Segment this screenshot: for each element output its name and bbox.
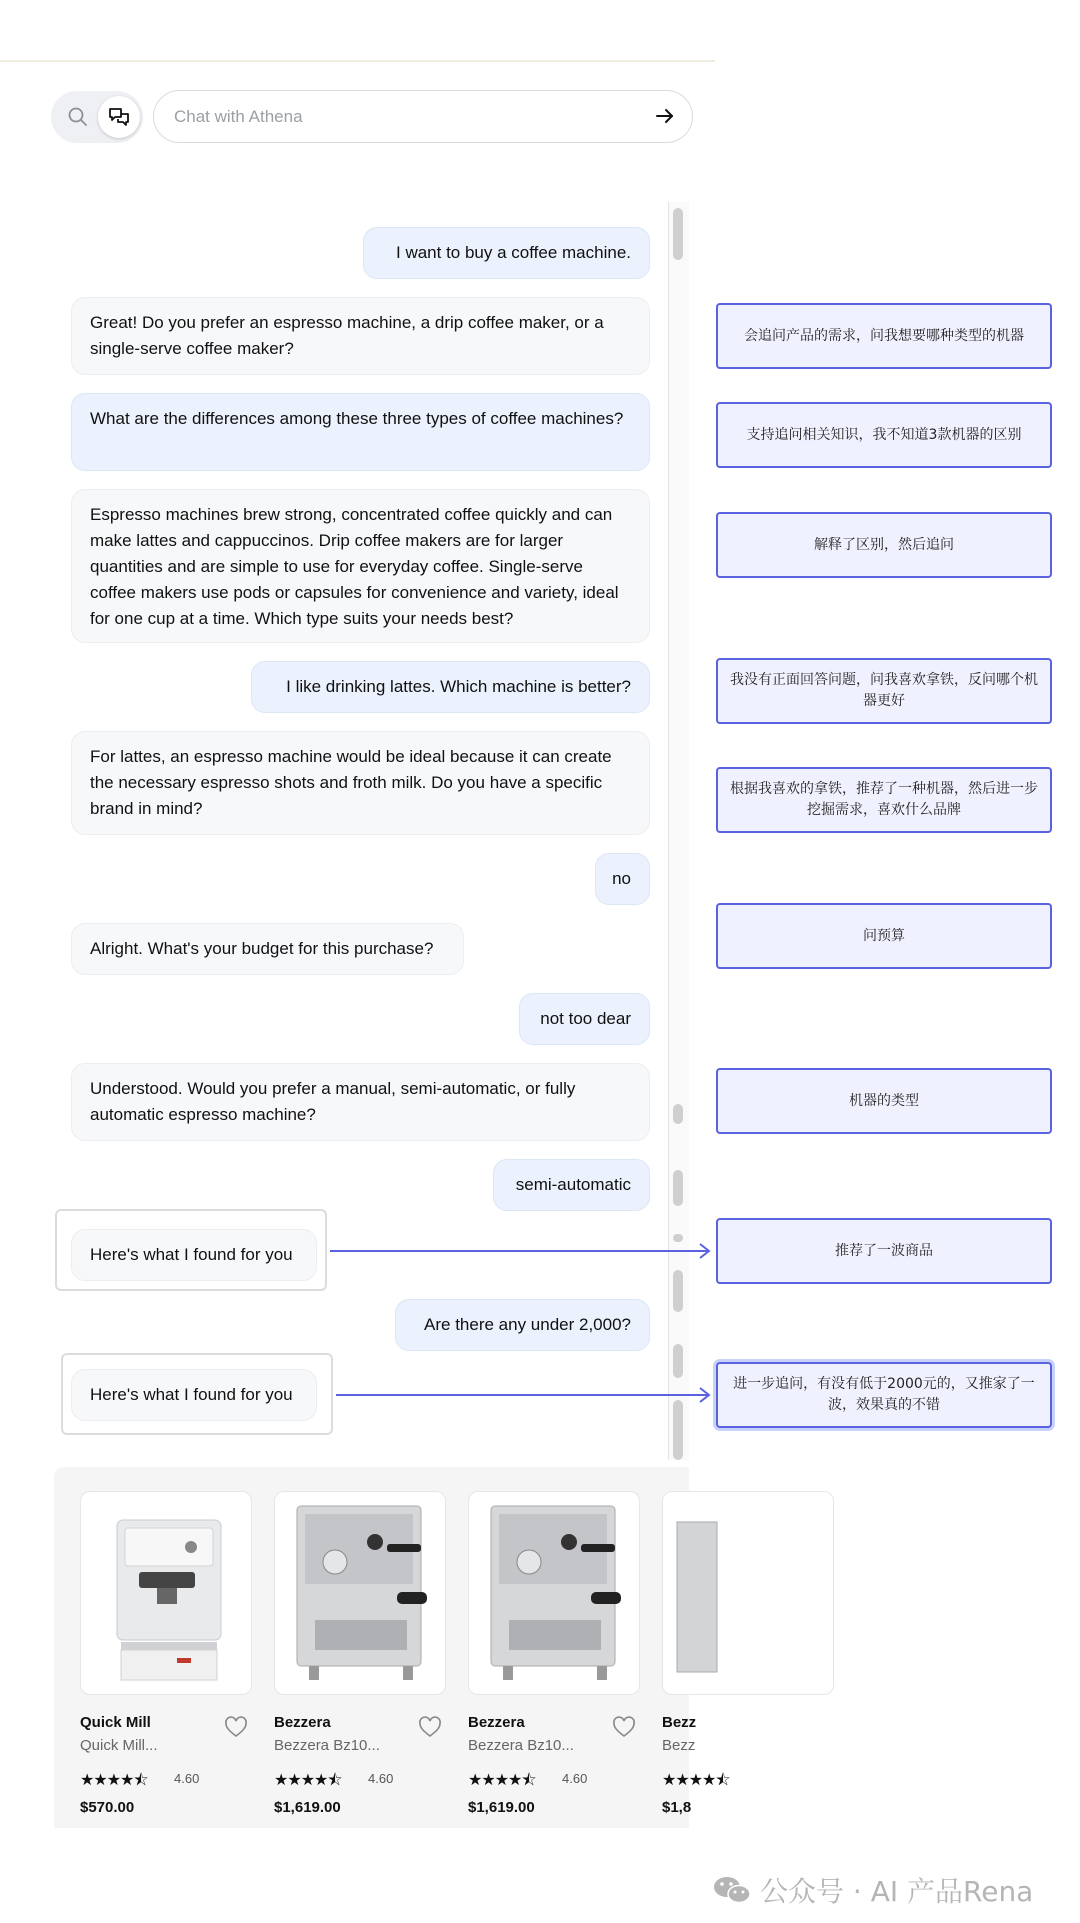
heart-icon[interactable] — [612, 1716, 636, 1738]
heart-icon[interactable] — [418, 1716, 442, 1738]
rating-value: 4.60 — [368, 1771, 394, 1786]
product-model: Bezzera Bz10... — [468, 1737, 574, 1754]
arrow-right-icon[interactable] — [652, 103, 678, 129]
assistant-message: Espresso machines brew strong, concentrated coffee quickly and can make lattes and cappuccinos. Drip coffee makers are for larger quantities and are simple to use for everyday coffee. Single-serve coffee makers use pods or capsules for convenience and variety, ideal for one cup at a time. Which type suits your needs best? — [71, 489, 650, 643]
product-image[interactable] — [80, 1491, 252, 1695]
user-message: I like drinking lattes. Which machine is better? — [251, 661, 650, 713]
annotation-note: 机器的类型 — [716, 1068, 1052, 1134]
annotation-note: 我没有正面回答问题，问我喜欢拿铁，反问哪个机器更好 — [716, 658, 1052, 724]
assistant-message: For lattes, an espresso machine would be ideal because it can create the necessary espresso shots and froth milk. Do you have a specific brand in mind? — [71, 731, 650, 835]
star-rating: ★★★★⯪ — [662, 1770, 730, 1789]
product-image[interactable] — [662, 1491, 834, 1695]
product-model: Bezzera Bz10... — [274, 1737, 380, 1754]
wechat-icon — [712, 1874, 752, 1906]
arrowhead-icon — [698, 1386, 712, 1404]
assistant-message: Here's what I found for you — [71, 1229, 317, 1281]
annotation-note: 会追问产品的需求，问我想要哪种类型的机器 — [716, 303, 1052, 369]
product-price: $1,619.00 — [274, 1799, 341, 1816]
product-image[interactable] — [468, 1491, 640, 1695]
product-price: $570.00 — [80, 1799, 135, 1816]
arrowhead-icon — [698, 1242, 712, 1260]
product-price: $1,619.00 — [468, 1799, 535, 1816]
watermark-text: 公众号 · AI 产品Rena — [760, 1875, 1034, 1908]
coffee-machine-icon — [469, 1492, 641, 1696]
user-message: What are the differences among these three types of coffee machines? — [71, 393, 650, 471]
search-icon[interactable] — [66, 105, 90, 129]
assistant-message: Understood. Would you prefer a manual, semi-automatic, or fully automatic espresso machine? — [71, 1063, 650, 1141]
star-rating: ★★★★⯪ — [468, 1770, 536, 1789]
coffee-machine-icon — [275, 1492, 447, 1696]
product-brand: Bezz — [662, 1714, 697, 1731]
heart-icon[interactable] — [224, 1716, 248, 1738]
scrollbar-segment — [673, 1104, 683, 1124]
watermark — [712, 1870, 1033, 1910]
user-message: I want to buy a coffee machine. — [363, 227, 650, 279]
product-model: Quick Mill... — [80, 1737, 158, 1754]
annotation-note: 进一步追问，有没有低于2000元的，又推家了一波，效果真的不错 — [716, 1362, 1052, 1428]
scrollbar-segment — [673, 1400, 683, 1460]
user-message: Are there any under 2,000? — [395, 1299, 650, 1351]
assistant-message: Alright. What's your budget for this purchase? — [71, 923, 464, 975]
top-divider — [0, 60, 715, 62]
assistant-message: Great! Do you prefer an espresso machine, a drip coffee maker, or a single-serve coffee maker? — [71, 297, 650, 375]
product-brand: Bezzera — [468, 1714, 525, 1731]
product-brand: Quick Mill — [80, 1714, 151, 1731]
chat-bubbles-icon — [107, 105, 131, 129]
product-price: $1,8 — [662, 1799, 692, 1816]
annotation-note: 根据我喜欢的拿铁，推荐了一种机器，然后进一步挖掘需求，喜欢什么品牌 — [716, 767, 1052, 833]
star-rating: ★★★★⯪ — [274, 1770, 342, 1789]
product-image[interactable] — [274, 1491, 446, 1695]
connector-arrow — [336, 1394, 708, 1396]
product-model: Bezz — [662, 1737, 696, 1754]
annotation-note: 推荐了一波商品 — [716, 1218, 1052, 1284]
scrollbar-segment — [673, 1344, 683, 1378]
coffee-machine-icon — [663, 1492, 835, 1696]
product-carousel[interactable] — [54, 1467, 730, 1828]
scrollbar-segment — [673, 1270, 683, 1312]
user-message: not too dear — [519, 993, 650, 1045]
rating-value: 4.60 — [562, 1771, 588, 1786]
annotation-note: 解释了区别，然后追问 — [716, 512, 1052, 578]
annotation-note: 问预算 — [716, 903, 1052, 969]
annotation-note: 支持追问相关知识，我不知道3款机器的区别 — [716, 402, 1052, 468]
assistant-message: Here's what I found for you — [71, 1369, 317, 1421]
scrollbar-thumb[interactable] — [673, 208, 683, 260]
chat-input[interactable]: Chat with Athena — [153, 90, 693, 143]
rating-value: 4.60 — [174, 1771, 200, 1786]
star-rating: ★★★★⯪ — [80, 1770, 148, 1789]
chat-mode-button[interactable] — [98, 96, 140, 138]
coffee-machine-icon — [81, 1492, 253, 1696]
product-brand: Bezzera — [274, 1714, 331, 1731]
connector-arrow — [330, 1250, 708, 1252]
user-message: semi-automatic — [493, 1159, 650, 1211]
scrollbar-segment — [673, 1234, 683, 1242]
scrollbar-segment — [673, 1170, 683, 1206]
user-message: no — [595, 853, 650, 905]
